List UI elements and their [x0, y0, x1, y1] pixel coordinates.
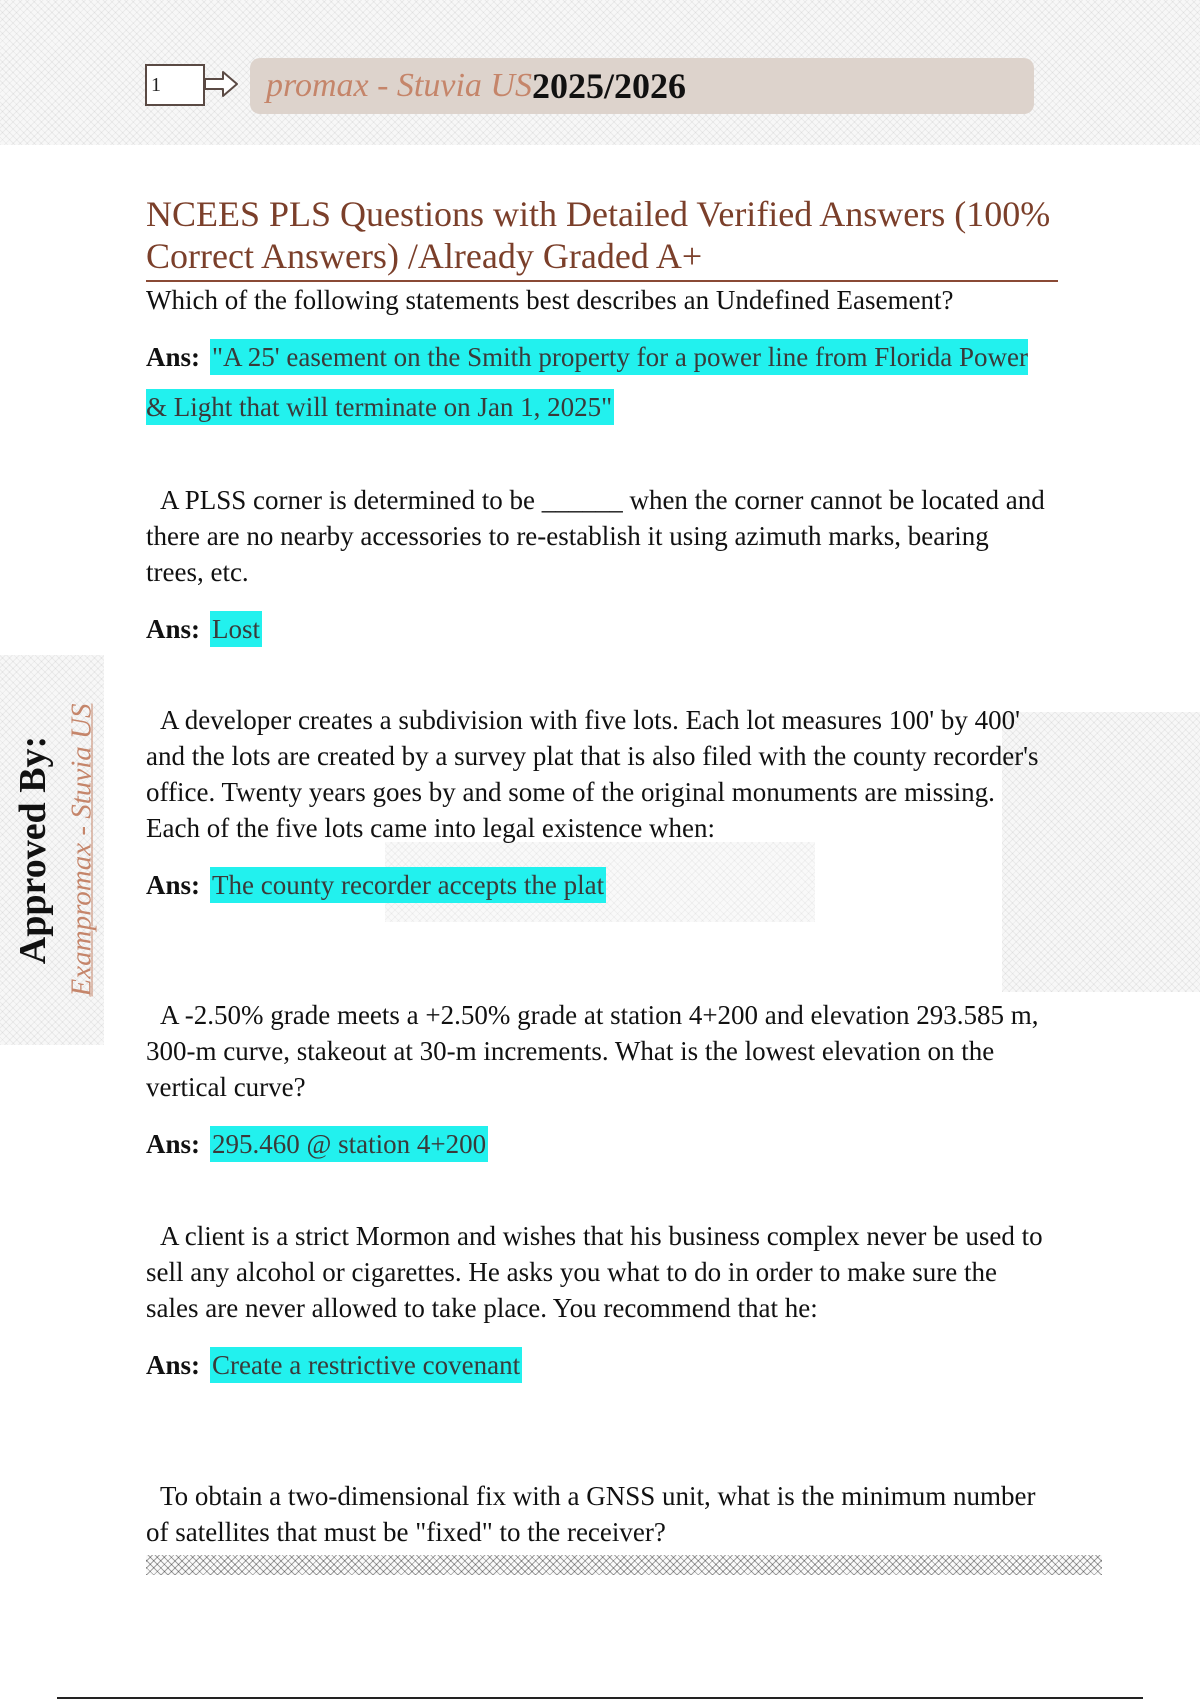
answer-label: Ans:	[146, 1350, 201, 1380]
qa-item-6	[146, 1478, 1046, 1550]
qa-item-5	[146, 1218, 1046, 1390]
answer-row	[146, 860, 1046, 910]
footer-rule	[57, 1697, 1143, 1699]
answer-label: Ans:	[146, 342, 201, 372]
header-banner	[250, 58, 1034, 114]
qa-item-4	[146, 997, 1046, 1169]
qa-item-2	[146, 482, 1046, 654]
question-text: A -2.50% grade meets a +2.50% grade at station 4+200 and elevation 293.585 m, 300-m curve, stakeout at 30-m increments. What is the lowest elevation on the vertical curve?	[146, 1000, 1039, 1102]
answer-label: Ans:	[146, 1129, 201, 1159]
question-text: Which of the following statements best describes an Undefined Easement?	[146, 285, 954, 315]
answer-label: Ans:	[146, 870, 201, 900]
answer-text: The county recorder accepts the plat	[210, 867, 606, 903]
answer-text: Lost	[210, 611, 262, 647]
answer-row	[146, 332, 1046, 432]
document-title: NCEES PLS Questions with Detailed Verified Answers (100% Correct Answers) /Already Graded A+	[146, 193, 1058, 282]
question-text: A client is a strict Mormon and wishes that his business complex never be used to sell any alcohol or cigarettes. He asks you what to do in order to make sure the sales are never allowed to take place. You recommend that he:	[146, 1221, 1043, 1323]
header-year: 2025/2026	[531, 66, 686, 106]
approved-by-label: Approved By:	[12, 735, 54, 965]
question-text: A PLSS corner is determined to be ______ when the corner cannot be located and there are no nearby accessories to re-establish it using azimuth marks, bearing trees, etc.	[146, 485, 1045, 587]
page-number-box: 1	[145, 64, 205, 106]
redacted-answer-hatch	[146, 1555, 1102, 1575]
qa-item-3	[146, 702, 1046, 910]
answer-row	[146, 604, 1046, 654]
answer-text: Create a restrictive covenant	[210, 1347, 522, 1383]
answer-row	[146, 1340, 1046, 1390]
approver-name: Exampromax - Stuvia US	[65, 703, 98, 997]
answer-text: 295.460 @ station 4+200	[210, 1126, 488, 1162]
question-text: To obtain a two-dimensional fix with a GNSS unit, what is the minimum number of satellites that must be "fixed" to the receiver?	[146, 1481, 1036, 1547]
qa-item-1	[146, 282, 1046, 432]
header-brand: promax - Stuvia US	[266, 67, 532, 104]
answer-text: "A 25' easement on the Smith property for a power line from Florida Power & Light that will terminate on Jan 1, 2025"	[146, 339, 1028, 425]
answer-row	[146, 1119, 1046, 1169]
question-text: A developer creates a subdivision with five lots. Each lot measures 100' by 400' and the lots are created by a survey plat that is also filed with the county recorder's office. Twenty years goes by and some of the original monuments are missing. Each of the five lots came into legal existence when:	[146, 705, 1039, 843]
arrow-right-icon	[203, 68, 239, 100]
answer-label: Ans:	[146, 614, 201, 644]
